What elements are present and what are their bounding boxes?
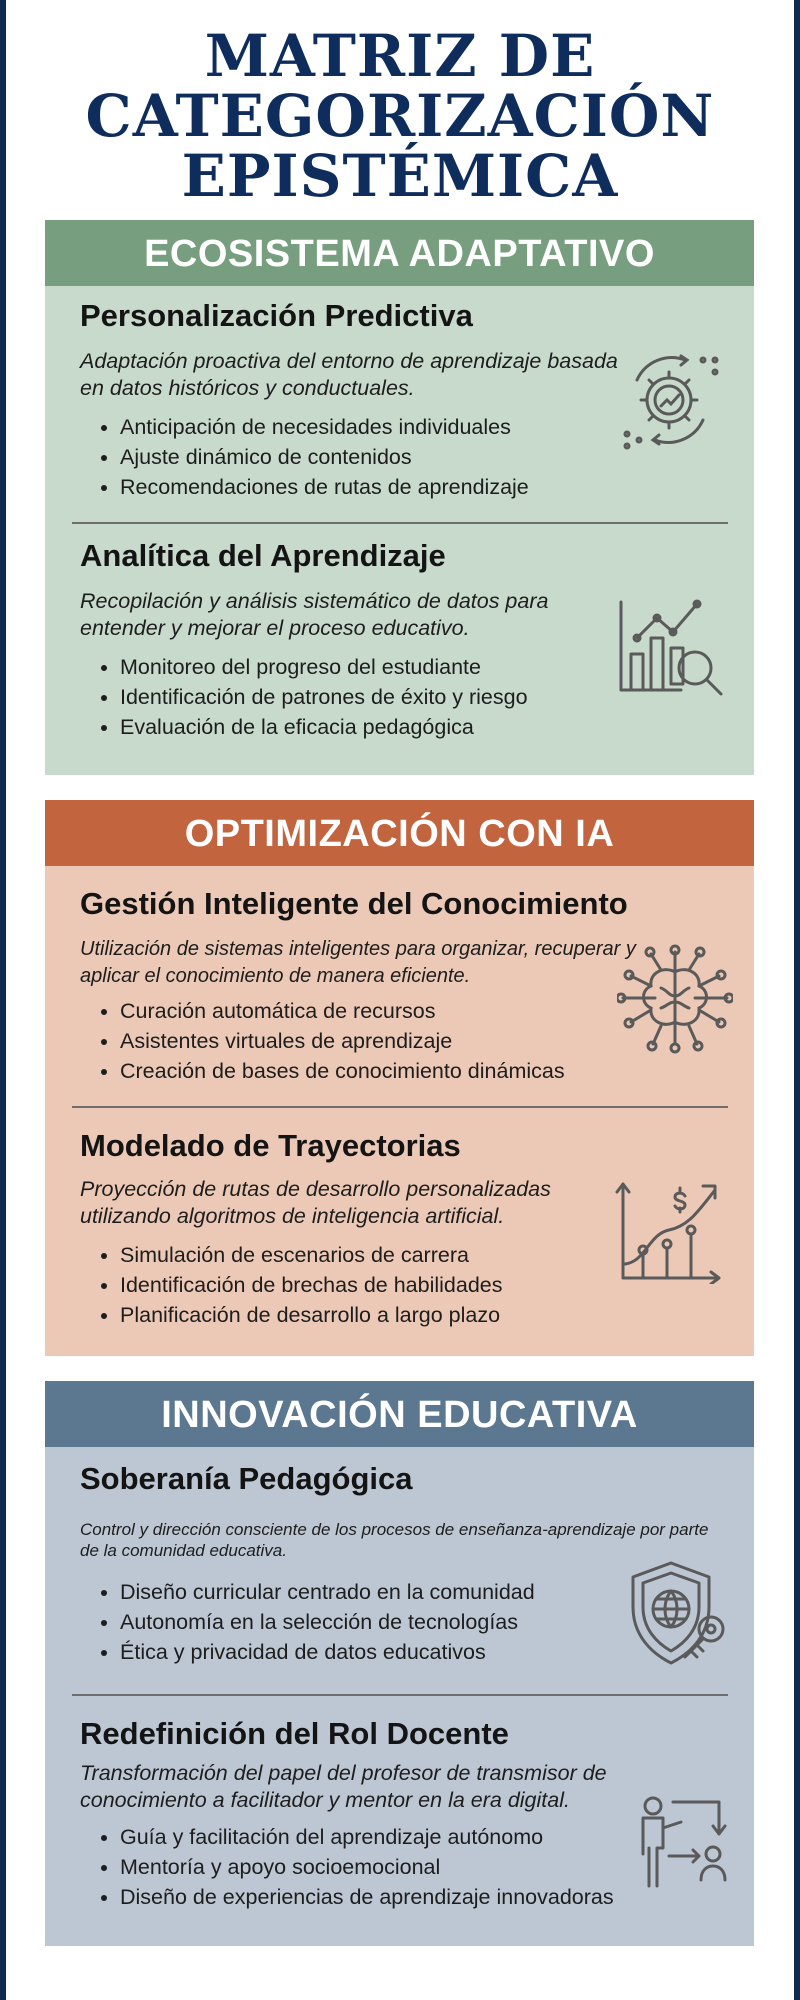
card-description: Adaptación proactiva del entorno de aprendizaje basada en datos históricos y conductuales. — [80, 349, 618, 400]
page-title — [0, 22, 800, 210]
right-border — [794, 0, 800, 2000]
section-body — [45, 286, 754, 775]
bullet-item: • Monitoreo del progreso del estudiante — [120, 652, 528, 682]
card-bullets — [80, 1577, 535, 1667]
bullet-item: • Creación de bases de conocimiento dinámicas — [120, 1056, 565, 1086]
brain-network-icon — [617, 942, 733, 1058]
bullet-item: • Identificación de brechas de habilidades — [120, 1270, 503, 1300]
card-description: Control y dirección consciente de los procesos de enseñanza-aprendizaje por parte de la comunidad educativa. — [80, 1520, 709, 1560]
bullet-item: • Simulación de escenarios de carrera — [120, 1240, 503, 1270]
bullet-item: • Mentoría y apoyo socioemocional — [120, 1852, 614, 1882]
bullet-item: • Curación automática de recursos — [120, 996, 565, 1026]
card-bullets — [80, 996, 565, 1086]
bullet-item: • Anticipación de necesidades individuales — [120, 412, 529, 442]
card-title: Redefinición del Rol Docente — [80, 1716, 509, 1751]
left-border — [0, 0, 6, 2000]
title-line-2: CATEGORIZACIÓN — [85, 82, 715, 150]
section-innovacion-educativa — [45, 1381, 754, 1946]
card-description: Proyección de rutas de desarrollo personalizadas utilizando algoritmos de inteligencia artificial. — [80, 1177, 551, 1228]
card-title: Modelado de Trayectorias — [80, 1128, 461, 1163]
section-ecosistema-adaptativo — [45, 220, 754, 775]
section-optimizacion-con-ia — [45, 800, 754, 1356]
bullet-item: • Diseño curricular centrado en la comunidad — [120, 1577, 535, 1607]
bullet-item: • Planificación de desarrollo a largo plazo — [120, 1300, 503, 1330]
card-description: Utilización de sistemas inteligentes para organizar, recuperar y aplicar el conocimiento de manera eficiente. — [80, 938, 636, 987]
gear-arrows-icon — [617, 346, 729, 458]
card-description: Transformación del papel del profesor de transmisor de conocimiento a facilitador y mentor en la era digital. — [80, 1761, 607, 1812]
section-divider — [72, 1694, 728, 1696]
card-bullets — [80, 652, 528, 742]
card-description: Recopilación y análisis sistemático de datos para entender y mejorar el proceso educativo. — [80, 589, 549, 640]
shield-globe-key-icon — [627, 1559, 731, 1667]
bullet-item: • Diseño de experiencias de aprendizaje innovadoras — [120, 1882, 614, 1912]
bullet-item: • Evaluación de la eficacia pedagógica — [120, 712, 528, 742]
title-line-3: EPISTÉMICA — [181, 142, 619, 210]
section-divider — [72, 522, 728, 524]
card-title: Gestión Inteligente del Conocimiento — [80, 886, 628, 921]
bullet-item: • Autonomía en la selección de tecnologías — [120, 1607, 535, 1637]
bullet-item: • Ajuste dinámico de contenidos — [120, 442, 529, 472]
section-heading: ECOSISTEMA ADAPTATIVO — [45, 220, 754, 286]
bullet-item: • Recomendaciones de rutas de aprendizaje — [120, 472, 529, 502]
bullet-item: • Guía y facilitación del aprendizaje autónomo — [120, 1822, 614, 1852]
teacher-board-icon — [633, 1796, 727, 1890]
card-bullets — [80, 1240, 503, 1330]
bullet-item: • Asistentes virtuales de aprendizaje — [120, 1026, 565, 1056]
card-bullets — [80, 1822, 614, 1912]
bullet-item: • Identificación de patrones de éxito y riesgo — [120, 682, 528, 712]
section-body — [45, 866, 754, 1356]
section-heading: INNOVACIÓN EDUCATIVA — [45, 1381, 754, 1447]
title-line-1: MATRIZ DE — [204, 22, 596, 90]
card-title: Personalización Predictiva — [80, 298, 473, 333]
section-divider — [72, 1106, 728, 1108]
section-heading: OPTIMIZACIÓN CON IA — [45, 800, 754, 866]
growth-curve-icon — [613, 1174, 727, 1284]
bar-chart-magnifier-icon — [613, 594, 733, 706]
card-title: Analítica del Aprendizaje — [80, 538, 446, 573]
card-title: Soberanía Pedagógica — [80, 1461, 413, 1496]
bullet-item: • Ética y privacidad de datos educativos — [120, 1637, 535, 1667]
card-bullets — [80, 412, 529, 502]
section-body — [45, 1447, 754, 1946]
